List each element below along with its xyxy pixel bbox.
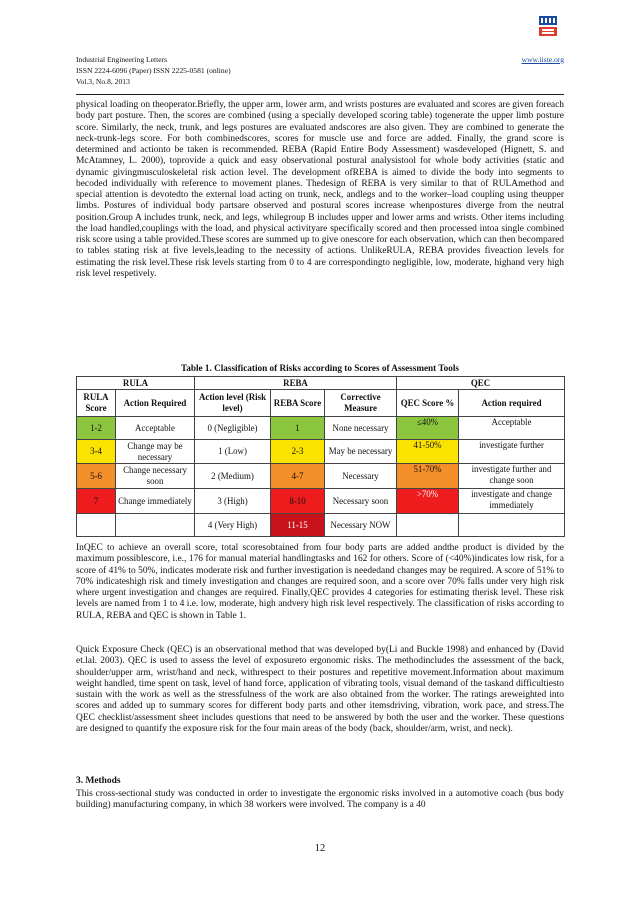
rula-action-cell: Change immediately: [116, 489, 195, 514]
rula-score-cell: 1-2: [77, 417, 116, 440]
rula-score-cell: [77, 514, 116, 537]
table-caption: Table 1. Classification of Risks according to Scores of Assessment Tools: [181, 363, 459, 373]
qec-score-cell: [397, 514, 459, 537]
group-qec: QEC: [397, 377, 565, 390]
header-rule: [76, 94, 564, 95]
reba-measure-cell: Necessary: [325, 464, 397, 489]
table-row: [77, 440, 565, 464]
rula-action-cell: Change necessary soon: [116, 464, 195, 489]
reba-score-cell: 8-10: [271, 489, 325, 514]
col-reba-measure: Corrective Measure: [325, 390, 397, 417]
col-rula-action: Action Required: [116, 390, 195, 417]
reba-level-cell: 4 (Very High): [195, 514, 271, 537]
qec-score-cell: 51-70%: [397, 464, 459, 489]
paragraph-qec-method: Quick Exposure Check (QEC) is an observational method that was developed by(Li and Buckle 1998) and enhanced by (David et.lal. 2003). QEC is used to assess the level of exposureto ergonomic risks. The methodincludes the assessment of the back, shoulder/upper arm, wrist/hand and neck, withrespect to their postures and repetitive movement.Information about maximum weight handled, time spent on task, level of hand force, application of vibrating tools, visual demand of the taskand difficultiesto sustain with the work as well as the stressfulness of the work are also obtained from the worker. The ratings areweighted into scores and added up to summary scores for different body parts and other itemsdriving, vibration, work pace, and stress.The QEC checklist/assessment sheet includes questions that need to be answered by both the user and the worker. These questions are designed to quantify the exposure risk for the four main areas of the body (back, shoulder/arm, wrist, and neck).: [76, 645, 564, 734]
volume-line: Vol.3, No.8, 2013: [76, 77, 130, 87]
col-rula-score: RULA Score: [77, 390, 116, 417]
reba-level-cell: 1 (Low): [195, 440, 271, 464]
rula-score-cell: 7: [77, 489, 116, 514]
reba-measure-cell: May be necessary: [325, 440, 397, 464]
reba-level-cell: 2 (Medium): [195, 464, 271, 489]
paragraph-rula-reba: physical loading on theoperator.Briefly, the upper arm, lower arm, and wrists postures are evaluated and scores are given foreach body part posture. Then, the scores are combined (using a specially developed scoring table) togenerate the upper limb posture score. Similarly, the neck, trunk, and legs postures are evaluated andscores are also given. They are combined to generate the neck-trunk-legs score. For both combinedscores, scores for muscle use and force are added. Finally, the grand score is determined and actionto be taken is recommended. REBA (Rapid Entire Body Assessment) wasdeveloped (Hignett, S. and McAtamney, L. 2000), toprovide a quick and easy observational postural analysistool for whole body activities (static and dynamic givingmusculoskeletal risk action level. The development ofREBA is aimed to divide the body into segments to becoded individually with reference to movement planes. Thedesign of REBA is very similar to that of RULAmethod and special attention is devotedto the external load acting on trunk, neck, andlegs and to the worker–load coupling using theupper limbs. Postures of individual body partsare observed and postural scores increase whenpostures diverge from the neutral position.Group A includes trunk, neck, and legs, whilegroup B includes upper and lower arms and wrists. Other items including the load handled,couplings with the load, and physical activityare specifically scored and then processed intoa single combined risk score using a table provided.These scores are summed up to give onescore for each observation, which can then becompared to tables stating risk at five levels,leading to the necessity of actions. UnlikeRULA, REBA provides fiveaction levels for estimating the risk level.These risk levels starting from 0 to 4 are correspondingto negligible, low, moderate, highand very high risk level respetively.: [76, 100, 564, 279]
table-row: [77, 514, 565, 537]
risk-classification-table: [76, 376, 565, 537]
rula-score-cell: 5-6: [77, 464, 116, 489]
reba-measure-cell: Necessary NOW: [325, 514, 397, 537]
col-qec-action: Action required: [459, 390, 565, 417]
rula-action-cell: Change may be necessary: [116, 440, 195, 464]
table-group-header: [77, 377, 565, 390]
journal-name: Industrial Engineering Letters: [76, 55, 168, 64]
qec-score-cell: 41-50%: [397, 440, 459, 464]
qec-action-cell: investigate further and change soon: [459, 464, 565, 489]
reba-level-cell: 0 (Negligible): [195, 417, 271, 440]
rula-action-cell: Acceptable: [116, 417, 195, 440]
qec-action-cell: investigate further: [459, 440, 565, 464]
col-reba-score: REBA Score: [271, 390, 325, 417]
reba-measure-cell: None necessary: [325, 417, 397, 440]
reba-score-cell: 11-15: [271, 514, 325, 537]
group-reba: REBA: [195, 377, 397, 390]
group-rula: RULA: [77, 377, 195, 390]
qec-score-cell: >70%: [397, 489, 459, 514]
issn-line: ISSN 2224-6096 (Paper) ISSN 2225-0581 (online): [76, 66, 231, 76]
iiste-logo-icon: [536, 14, 560, 38]
reba-measure-cell: Necessary soon: [325, 489, 397, 514]
table-row: [77, 489, 565, 514]
reba-level-cell: 3 (High): [195, 489, 271, 514]
col-qec-score: QEC Score %: [397, 390, 459, 417]
page-number: 12: [314, 843, 326, 854]
journal-header: [76, 54, 564, 88]
col-reba-level: Action level (Risk level): [195, 390, 271, 417]
qec-score-cell: ≤40%: [397, 417, 459, 440]
table-column-header: [77, 390, 565, 417]
journal-url-link[interactable]: www.iiste.org: [521, 55, 564, 64]
reba-score-cell: 2-3: [271, 440, 325, 464]
rula-score-cell: 3-4: [77, 440, 116, 464]
reba-score-cell: 1: [271, 417, 325, 440]
reba-score-cell: 4-7: [271, 464, 325, 489]
rula-action-cell: [116, 514, 195, 537]
table-row: [77, 417, 565, 440]
qec-action-cell: investigate and change immediately: [459, 489, 565, 514]
section-heading-methods: 3. Methods: [76, 776, 121, 786]
paragraph-methods: This cross-sectional study was conducted in order to investigate the ergonomic risks involved in a automotive coach (bus body building) manufacturing company, in which 38 workers were involved. The company is a 40: [76, 789, 564, 811]
table-row: [77, 464, 565, 489]
paragraph-qec-scoring: InQEC to achieve an overall score, total scoresobtained from four body parts are added andthe product is divided by the maximum possiblescore, i.e., 176 for manual material handlingtasks and 162 for others. Score of (<40%)indicates low risk, for a score of 41% to 50%, indicates moderate risk and further investigation is neededand changes may be required. A score of 51% to 70% indicateshigh risk and timely investigation and changes are required soon, and a score over 70% falls under very high risk where urgent investigation and changes are required. Finally,QEC provides 4 categories for estimating therisk level. These risk levels are named from 1 to 4 i.e. low, moderate, high andvery high risk level respectively. The classification of risks according to RULA, REBA and QEC is shown in Table 1.: [76, 543, 564, 621]
qec-action-cell: [459, 514, 565, 537]
qec-action-cell: Acceptable: [459, 417, 565, 440]
